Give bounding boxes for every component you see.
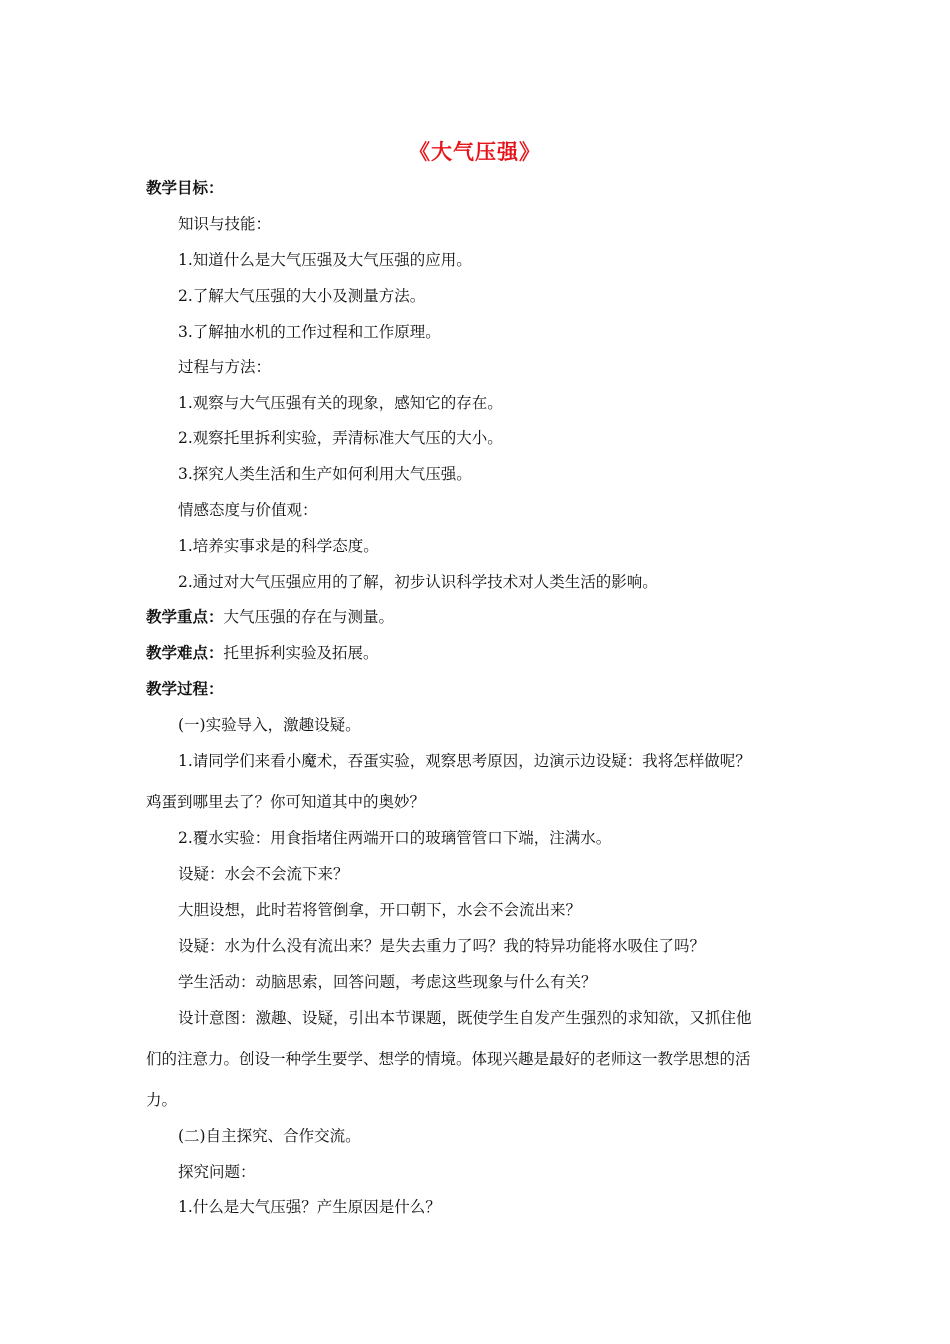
knowledge-item: 3.了解抽水机的工作过程和工作原理。 bbox=[178, 323, 441, 341]
keypoint-line bbox=[146, 607, 394, 627]
paragraph-line: 设疑：水为什么没有流出来？是失去重力了吗？我的特异功能将水吸住了吗？ bbox=[178, 937, 706, 955]
procedure-heading: 教学过程： bbox=[146, 680, 224, 698]
paragraph-line: 学生活动：动脑思索，回答问题，考虑这些现象与什么有关？ bbox=[178, 973, 597, 991]
keypoint-text: 大气压强的存在与测量。 bbox=[223, 608, 395, 626]
paragraph-line: 鸡蛋到哪里去了？你可知道其中的奥妙？ bbox=[146, 793, 426, 811]
process-heading: 过程与方法： bbox=[178, 358, 272, 376]
difficulty-line bbox=[146, 643, 379, 663]
objectives-heading: 教学目标： bbox=[146, 179, 224, 197]
difficulty-label: 教学难点： bbox=[146, 644, 224, 662]
keypoint-label: 教学重点： bbox=[146, 608, 224, 626]
process-item: 1.观察与大气压强有关的现象，感知它的存在。 bbox=[178, 394, 503, 412]
paragraph-line: 力。 bbox=[146, 1091, 178, 1109]
emotion-heading: 情感态度与价值观： bbox=[178, 501, 318, 519]
knowledge-heading: 知识与技能： bbox=[178, 215, 272, 233]
knowledge-item: 1.知道什么是大气压强及大气压强的应用。 bbox=[178, 251, 472, 269]
paragraph-line: 大胆设想，此时若将管倒拿，开口朝下，水会不会流出来？ bbox=[178, 901, 582, 919]
part2-heading: (二)自主探究、合作交流。 bbox=[178, 1127, 361, 1145]
difficulty-text: 托里拆利实验及拓展。 bbox=[223, 644, 379, 662]
paragraph-line: 设计意图：激趣、设疑，引出本节课题，既使学生自发产生强烈的求知欲，又抓住他 bbox=[178, 1009, 752, 1027]
paragraph-line: 们的注意力。创设一种学生要学、想学的情境。体现兴趣是最好的老师这一教学思想的活 bbox=[146, 1050, 751, 1068]
paragraph-line: 探究问题： bbox=[178, 1163, 256, 1181]
paragraph-line: 2.覆水实验：用食指堵住两端开口的玻璃管管口下端，注满水。 bbox=[178, 829, 612, 847]
paragraph-line: 设疑：水会不会流下来？ bbox=[178, 865, 349, 883]
document-title: 《大气压强》 bbox=[409, 140, 541, 164]
part1-heading: (一)实验导入，激趣设疑。 bbox=[178, 716, 361, 734]
process-item: 3.探究人类生活和生产如何利用大气压强。 bbox=[178, 465, 472, 483]
knowledge-item: 2.了解大气压强的大小及测量方法。 bbox=[178, 287, 426, 305]
paragraph-line: 1.请同学们来看小魔术，吞蛋实验，观察思考原因，边演示边设疑：我将怎样做呢？ bbox=[178, 752, 751, 770]
emotion-item: 1.培养实事求是的科学态度。 bbox=[178, 537, 379, 555]
emotion-item: 2.通过对大气压强应用的了解，初步认识科学技术对人类生活的影响。 bbox=[178, 573, 658, 591]
process-item: 2.观察托里拆利实验，弄清标准大气压的大小。 bbox=[178, 429, 503, 447]
paragraph-line: 1.什么是大气压强？产生原因是什么？ bbox=[178, 1198, 441, 1216]
